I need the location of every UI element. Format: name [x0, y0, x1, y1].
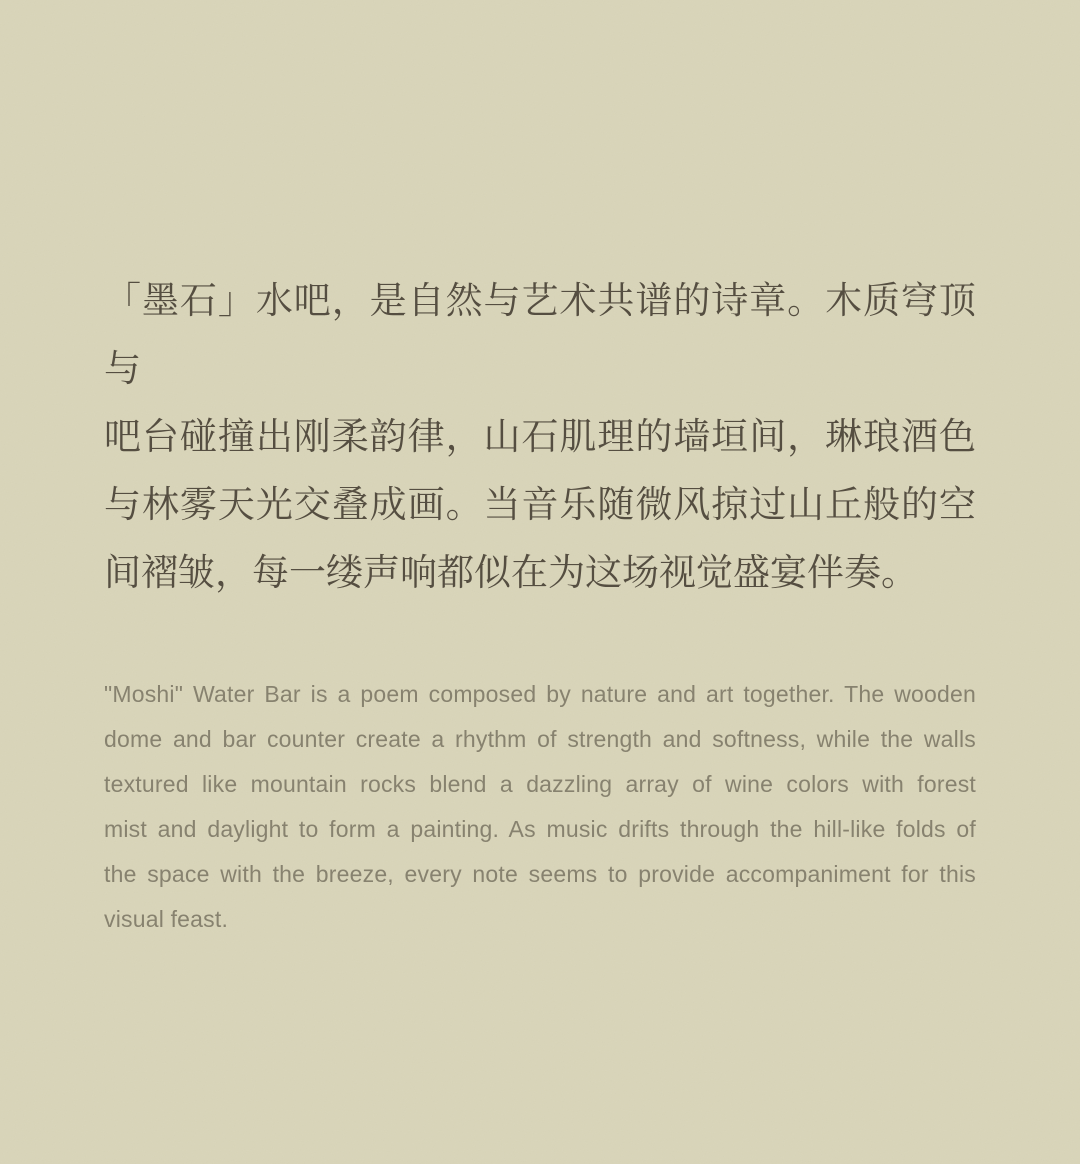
- chinese-line: 间褶皱，每一缕声响都似在为这场视觉盛宴伴奏。: [104, 553, 918, 594]
- english-paragraph: [104, 672, 976, 942]
- english-line: dome and bar counter create a rhythm of strength and softness, while the walls: [104, 726, 976, 752]
- english-line: "Moshi" Water Bar is a poem composed by nature and art together. The wooden: [104, 681, 976, 707]
- chinese-line: 「墨石」水吧，是自然与艺术共谱的诗章。木质穹顶与: [104, 281, 976, 390]
- chinese-line: 与林雾天光交叠成画。当音乐随微风掠过山丘般的空: [104, 485, 976, 526]
- text-content: [104, 268, 976, 942]
- english-line: the space with the breeze, every note seems to provide accompaniment for this: [104, 861, 976, 887]
- english-line: mist and daylight to form a painting. As music drifts through the hill-like folds of: [104, 816, 976, 842]
- chinese-line: 吧台碰撞出刚柔韵律，山石肌理的墙垣间，琳琅酒色: [104, 417, 976, 458]
- chinese-paragraph: [104, 268, 976, 608]
- english-line: textured like mountain rocks blend a dazzling array of wine colors with forest: [104, 771, 976, 797]
- english-line: visual feast.: [104, 906, 229, 932]
